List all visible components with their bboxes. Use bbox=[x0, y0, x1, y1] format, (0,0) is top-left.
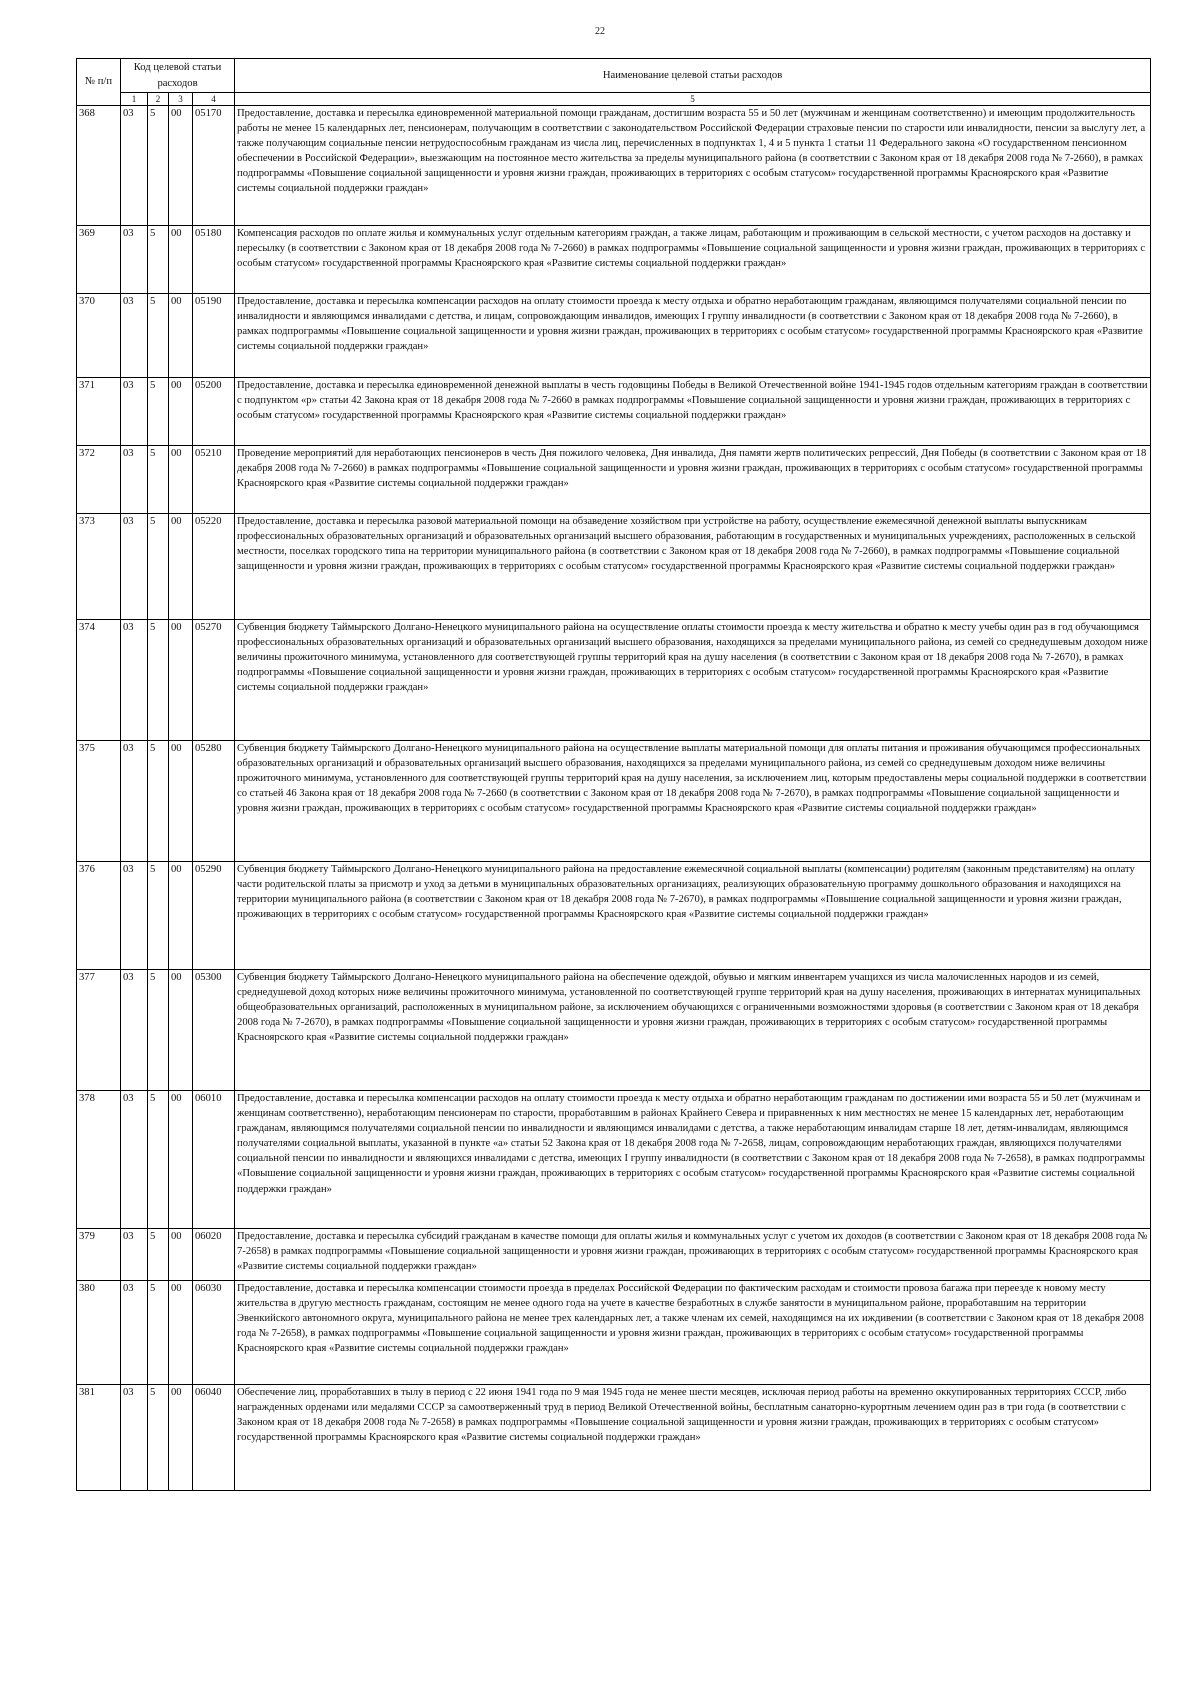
table-row bbox=[77, 294, 1151, 378]
code-part-4: 05210 bbox=[193, 446, 235, 514]
code-part-1: 03 bbox=[121, 1281, 148, 1385]
code-part-3: 00 bbox=[169, 514, 193, 620]
table-row bbox=[77, 378, 1151, 446]
code-part-2: 5 bbox=[148, 514, 169, 620]
row-number: 380 bbox=[77, 1281, 121, 1385]
code-part-2: 5 bbox=[148, 294, 169, 378]
code-part-4: 05170 bbox=[193, 106, 235, 226]
code-part-1: 03 bbox=[121, 294, 148, 378]
header-code: Код целевой статьи расходов bbox=[121, 59, 235, 93]
code-part-1: 03 bbox=[121, 970, 148, 1091]
code-part-2: 5 bbox=[148, 620, 169, 741]
code-part-2: 5 bbox=[148, 862, 169, 970]
code-part-4: 05270 bbox=[193, 620, 235, 741]
code-part-2: 5 bbox=[148, 378, 169, 446]
code-part-2: 5 bbox=[148, 1385, 169, 1491]
row-description: Предоставление, доставка и пересылка компенсации стоимости проезда в пределах Российской Федерации по фактическим расходам и стоимости провоза багажа при переезде к новому месту жительства в другую местность гражданам, состоящим не менее одного года на учете в качестве безработных в службе занятости в муниципальном районе, проработавшим на территории Эвенкийского автономного округа, муниципального района не менее трех календарных лет, а также членам их семей, находящимся на их иждивении (в соответствии с Законом края от 18 декабря 2008 года № 7-2658), в рамках подпрограммы «Повышение социальной защищенности и уровня жизни граждан, проживающих в территориях с особым статусом» государственной программы Красноярского края «Развитие системы социальной поддержки граждан» bbox=[235, 1281, 1151, 1385]
code-part-4: 06040 bbox=[193, 1385, 235, 1491]
row-number: 369 bbox=[77, 226, 121, 294]
row-number: 371 bbox=[77, 378, 121, 446]
row-description: Предоставление, доставка и пересылка единовременной материальной помощи гражданам, достигшим возраста 55 и 50 лет (мужчинам и женщинам соответственно) и имеющим продолжительность работы не менее 15 календарных лет, пенсионерам, получающим в соответствии с законодательством Российской Федерации страховые пенсии по старости или инвалидности, пенсии за выслугу лет, а также получающим социальные пенсии нетрудоспособным гражданам из числа лиц, перечисленных в подпунктах 1, 4 и 5 пункта 1 статьи 11 Федерального закона «О государственном пенсионном обеспечении в Российской Федерации», выезжающим на постоянное место жительства за пределы муниципального района (в соответствии с Законом края от 18 декабря 2008 года № 7-2660), в рамках подпрограммы «Повышение социальной защищенности и уровня жизни граждан, проживающих в территориях с особым статусом» государственной программы Красноярского края «Развитие системы социальной поддержки граждан» bbox=[235, 106, 1151, 226]
code-part-3: 00 bbox=[169, 1385, 193, 1491]
code-part-2: 5 bbox=[148, 1281, 169, 1385]
table-row bbox=[77, 620, 1151, 741]
code-part-3: 00 bbox=[169, 446, 193, 514]
code-part-4: 06030 bbox=[193, 1281, 235, 1385]
table-row bbox=[77, 226, 1151, 294]
row-description: Предоставление, доставка и пересылка компенсации расходов на оплату стоимости проезда к месту отдыха и обратно неработающим гражданам по достижении ими возраста 55 и 50 лет (мужчинам и женщинам соответственно), неработающим пенсионерам по старости, проработавшим в районах Крайнего Севера и приравненных к ним местностях не менее 15 календарных лет, неработающим гражданам, являющимся получателями социальной пенсии по инвалидности и являющимся инвалидами с детства, а также неработающим инвалидам старше 18 лет, детям-инвалидам, являющимся получателями социальной выплаты, указанной в пункте «а» статьи 52 Закона края от 18 декабря 2008 года № 7-2658, лицам, сопровождающим неработающих граждан, являющихся получателями социальной пенсии по инвалидности и являющихся инвалидами с детства, имеющих I группу инвалидности (в соответствии с Законом края от 18 декабря 2008 года № 7-2658), в рамках подпрограммы «Повышение социальной защищенности и уровня жизни граждан, проживающих в территориях с особым статусом» государственной программы Красноярского края «Развитие системы социальной поддержки граждан» bbox=[235, 1091, 1151, 1229]
table-row bbox=[77, 106, 1151, 226]
row-number: 374 bbox=[77, 620, 121, 741]
column-number-4: 4 bbox=[193, 93, 235, 106]
row-description: Проведение мероприятий для неработающих пенсионеров в честь Дня пожилого человека, Дня инвалида, Дня памяти жертв политических репрессий, Дня Победы (в соответствии с Законом края от 18 декабря 2008 года № 7-2660) в рамках подпрограммы «Повышение социальной защищенности и уровня жизни граждан, проживающих в территориях с особым статусом» государственной программы Красноярского края «Развитие системы социальной поддержки граждан» bbox=[235, 446, 1151, 514]
row-description: Предоставление, доставка и пересылка компенсации расходов на оплату стоимости проезда к месту отдыха и обратно неработающим гражданам, являющимся получателями социальной пенсии по инвалидности и являющимся инвалидами с детства, и лицам, сопровождающим инвалидов, имеющих I группу инвалидности (в соответствии с Законом края от 18 декабря 2008 года № 7-2660), в рамках подпрограммы «Повышение социальной защищенности и уровня жизни граждан, проживающих в территориях с особым статусом» государственной программы Красноярского края «Развитие системы социальной поддержки граждан» bbox=[235, 294, 1151, 378]
row-number: 379 bbox=[77, 1229, 121, 1281]
row-description: Субвенция бюджету Таймырского Долгано-Ненецкого муниципального района на осуществление выплаты материальной помощи для оплаты питания и проживания обучающимся профессиональных образовательных организаций и образовательных организаций высшего образования, находящихся за пределами муниципального района, из семей со среднедушевым доходом ниже величины прожиточного минимума, установленного для соответствующей группы территорий края на душу населения, за исключением лиц, которым предоставлены меры социальной поддержки в соответствии со статьей 46 Закона края от 18 декабря 2008 года № 7-2660 (в соответствии с Законом края от 18 декабря 2008 года № 7-2670), в рамках подпрограммы «Повышение социальной защищенности и уровня жизни граждан, проживающих в территориях с особым статусом» государственной программы Красноярского края «Развитие системы социальной поддержки граждан» bbox=[235, 741, 1151, 862]
code-part-2: 5 bbox=[148, 446, 169, 514]
table-row bbox=[77, 446, 1151, 514]
code-part-4: 05290 bbox=[193, 862, 235, 970]
table-row bbox=[77, 514, 1151, 620]
code-part-3: 00 bbox=[169, 1091, 193, 1229]
row-description: Компенсация расходов по оплате жилья и коммунальных услуг отдельным категориям граждан, а также лицам, работающим и проживающим в сельской местности, с учетом расходов на доставку и пересылку (в соответствии с Законом края от 18 декабря 2008 года № 7-2660) в рамках подпрограммы «Повышение социальной защищенности и уровня жизни граждан, проживающих в территориях с особым статусом» государственной программы Красноярского края «Развитие системы социальной поддержки граждан» bbox=[235, 226, 1151, 294]
row-description: Субвенция бюджету Таймырского Долгано-Ненецкого муниципального района на осуществление оплаты стоимости проезда к месту жительства и обратно к месту учебы один раз в год обучающимся профессиональных образовательных организаций и образовательных организаций высшего образования, находящихся за пределами муниципального района, из семей со среднедушевым доходом ниже величины прожиточного минимума, установленного для соответствующей группы территорий края на душу населения (в соответствии с Законом края от 18 декабря 2008 года № 7-2670), в рамках подпрограммы «Повышение социальной защищенности и уровня жизни граждан, проживающих в территориях с особым статусом» государственной программы Красноярского края «Развитие системы социальной поддержки граждан» bbox=[235, 620, 1151, 741]
row-description: Субвенция бюджету Таймырского Долгано-Ненецкого муниципального района на предоставление ежемесячной социальной выплаты (компенсации) родителям (законным представителям) на оплату части родительской платы за присмотр и уход за детьми в муниципальных образовательных организациях, реализующих образовательную программу дошкольного образования и находящихся на территории муниципального района (в соответствии с Законом края от 18 декабря 2008 года № 7-2670), в рамках подпрограммы «Повышение социальной защищенности и уровня жизни граждан, проживающих в территориях с особым статусом» государственной программы Красноярского края «Развитие системы социальной поддержки граждан» bbox=[235, 862, 1151, 970]
row-description: Обеспечение лиц, проработавших в тылу в период с 22 июня 1941 года по 9 мая 1945 года не менее шести месяцев, исключая период работы на временно оккупированных территориях СССР, либо награжденных орденами или медалями СССР за самоотверженный труд в период Великой Отечественной войны, бесплатным санаторно-курортным лечением один раз в три года (в соответствии с Законом края от 18 декабря 2008 года № 7-2658) в рамках подпрограммы «Повышение социальной защищенности и уровня жизни граждан, проживающих в территориях с особым статусом» государственной программы Красноярского края «Развитие системы социальной поддержки граждан» bbox=[235, 1385, 1151, 1491]
code-part-2: 5 bbox=[148, 741, 169, 862]
page-number: 22 bbox=[595, 26, 605, 37]
table-row bbox=[77, 741, 1151, 862]
column-number-2: 2 bbox=[148, 93, 169, 106]
table-column-numbers-row bbox=[77, 93, 1151, 106]
row-number: 375 bbox=[77, 741, 121, 862]
row-description: Предоставление, доставка и пересылка субсидий гражданам в качестве помощи для оплаты жилья и коммунальных услуг с учетом их доходов (в соответствии с Законом края от 18 декабря 2008 года № 7-2658) в рамках подпрограммы «Повышение социальной защищенности и уровня жизни граждан, проживающих в территориях с особым статусом» государственной программы Красноярского края «Развитие системы социальной поддержки граждан» bbox=[235, 1229, 1151, 1281]
budget-items-table bbox=[76, 58, 1151, 1491]
code-part-1: 03 bbox=[121, 378, 148, 446]
code-part-3: 00 bbox=[169, 970, 193, 1091]
row-number: 370 bbox=[77, 294, 121, 378]
code-part-4: 05180 bbox=[193, 226, 235, 294]
row-number: 372 bbox=[77, 446, 121, 514]
code-part-3: 00 bbox=[169, 378, 193, 446]
row-description: Предоставление, доставка и пересылка единовременной денежной выплаты в честь годовщины Победы в Великой Отечественной войне 1941-1945 годов отдельным категориям граждан в соответствии с подпунктом «р» статьи 42 Закона края от 18 декабря 2008 года № 7-2660 в рамках подпрограммы «Повышение социальной защищенности и уровня жизни граждан, проживающих в территориях с особым статусом» государственной программы Красноярского края «Развитие системы социальной поддержки граждан» bbox=[235, 378, 1151, 446]
code-part-3: 00 bbox=[169, 1229, 193, 1281]
code-part-3: 00 bbox=[169, 1281, 193, 1385]
row-number: 368 bbox=[77, 106, 121, 226]
code-part-1: 03 bbox=[121, 1229, 148, 1281]
code-part-4: 05300 bbox=[193, 970, 235, 1091]
header-name: Наименование целевой статьи расходов bbox=[235, 59, 1151, 93]
code-part-1: 03 bbox=[121, 620, 148, 741]
table-row bbox=[77, 970, 1151, 1091]
row-description: Предоставление, доставка и пересылка разовой материальной помощи на обзаведение хозяйством при устройстве на работу, осуществление ежемесячной денежной выплаты выпускникам профессиональных образовательных организаций и образовательных организаций высшего образования, работающим в государственных и муниципальных учреждениях, расположенных в сельской местности, поселках городского типа на территории муниципального района (в соответствии с Законом края от 18 декабря 2008 года № 7-2660), в рамках подпрограммы «Повышение социальной защищенности и уровня жизни граждан, проживающих в территориях с особым статусом» государственной программы Красноярского края «Развитие системы социальной поддержки граждан» bbox=[235, 514, 1151, 620]
column-number-5: 5 bbox=[235, 93, 1151, 106]
code-part-2: 5 bbox=[148, 1091, 169, 1229]
code-part-2: 5 bbox=[148, 970, 169, 1091]
table-row bbox=[77, 1281, 1151, 1385]
code-part-4: 05200 bbox=[193, 378, 235, 446]
code-part-4: 06010 bbox=[193, 1091, 235, 1229]
header-num: № п/п bbox=[77, 59, 121, 106]
code-part-1: 03 bbox=[121, 514, 148, 620]
code-part-1: 03 bbox=[121, 226, 148, 294]
code-part-3: 00 bbox=[169, 106, 193, 226]
code-part-2: 5 bbox=[148, 1229, 169, 1281]
code-part-4: 05190 bbox=[193, 294, 235, 378]
code-part-4: 05220 bbox=[193, 514, 235, 620]
code-part-1: 03 bbox=[121, 1385, 148, 1491]
code-part-1: 03 bbox=[121, 106, 148, 226]
code-part-3: 00 bbox=[169, 294, 193, 378]
code-part-1: 03 bbox=[121, 741, 148, 862]
table-row bbox=[77, 862, 1151, 970]
code-part-1: 03 bbox=[121, 446, 148, 514]
row-number: 378 bbox=[77, 1091, 121, 1229]
code-part-2: 5 bbox=[148, 106, 169, 226]
code-part-4: 05280 bbox=[193, 741, 235, 862]
column-number-3: 3 bbox=[169, 93, 193, 106]
table-row bbox=[77, 1229, 1151, 1281]
row-number: 373 bbox=[77, 514, 121, 620]
row-number: 376 bbox=[77, 862, 121, 970]
column-number-1: 1 bbox=[121, 93, 148, 106]
code-part-1: 03 bbox=[121, 862, 148, 970]
table-row bbox=[77, 1091, 1151, 1229]
row-number: 377 bbox=[77, 970, 121, 1091]
table-row bbox=[77, 1385, 1151, 1491]
code-part-3: 00 bbox=[169, 620, 193, 741]
row-number: 381 bbox=[77, 1385, 121, 1491]
code-part-3: 00 bbox=[169, 226, 193, 294]
code-part-4: 06020 bbox=[193, 1229, 235, 1281]
code-part-1: 03 bbox=[121, 1091, 148, 1229]
row-description: Субвенция бюджету Таймырского Долгано-Ненецкого муниципального района на обеспечение одеждой, обувью и мягким инвентарем учащихся из числа малочисленных народов и из семей, среднедушевой доход которых ниже величины прожиточного минимума, установленной по соответствующей группе территорий края на душу населения, проживающих в интернатах муниципальных общеобразовательных организаций, расположенных в муниципальном районе, за исключением обучающихся с ограниченными возможностями здоровья (в соответствии с Законом края от 18 декабря 2008 года № 7-2670), в рамках подпрограммы «Повышение социальной защищенности и уровня жизни граждан, проживающих в территориях с особым статусом» государственной программы Красноярского края «Развитие системы социальной поддержки граждан» bbox=[235, 970, 1151, 1091]
table-header-row bbox=[77, 59, 1151, 93]
code-part-3: 00 bbox=[169, 862, 193, 970]
code-part-3: 00 bbox=[169, 741, 193, 862]
code-part-2: 5 bbox=[148, 226, 169, 294]
